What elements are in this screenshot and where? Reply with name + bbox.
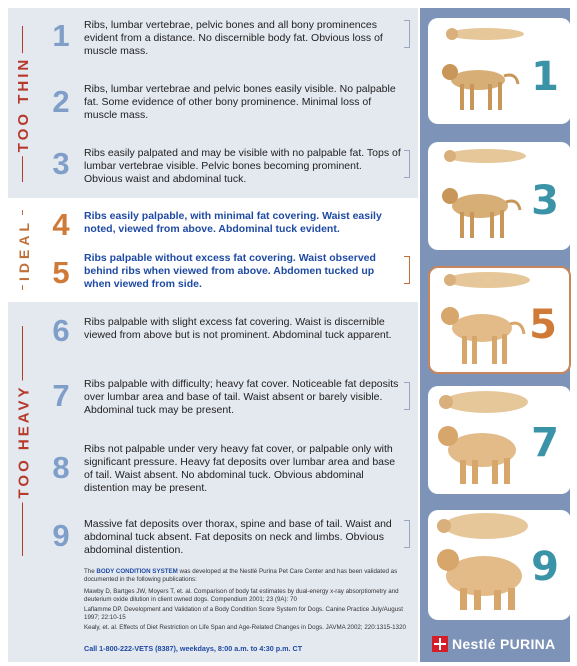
card-score-number: 1: [531, 54, 559, 100]
card-score-number: 3: [531, 178, 559, 224]
score-number: 8: [52, 450, 70, 485]
row-bracket: [404, 20, 410, 48]
card-score-number: 9: [531, 544, 559, 590]
score-number: 5: [52, 255, 70, 290]
footer-ref-1: Mawby D, Bartges JW, Moyers T, et. al. Comparison of body fat estimates by dual-energy x-ray absorptiometry and deuterium oxide dilution in client owned dogs. Compendium 2001; 23 (9A): 70: [84, 588, 399, 603]
score-number: 7: [52, 378, 70, 413]
category-ideal: IDEAL: [14, 210, 34, 290]
dog-card-9: [428, 510, 571, 620]
card-score-number: 7: [531, 420, 559, 466]
footer-ref-2: Laflamme DP. Development and Validation of a Body Condition Score System for Dogs. Canine Practice July/August 1997; 22:10-15: [84, 606, 403, 621]
nestle-purina-logo: [432, 636, 555, 652]
score-number: 3: [52, 146, 70, 181]
score-description: Ribs, lumbar vertebrae and pelvic bones easily visible. No palpable fat. Some evidence of other bony prominence. Minimal loss of muscle mass.: [84, 83, 396, 121]
score-description: Ribs palpable with slight excess fat covering. Waist is discernible viewed from above but is not prominent. Abdominal tuck apparent.: [84, 316, 392, 341]
phone-line: Call 1-800-222-VETS (8387), weekdays, 8:00 a.m. to 4:30 p.m. CT: [84, 644, 303, 653]
dog-card-7: [428, 386, 571, 494]
category-too-thin: TOO THIN: [14, 26, 34, 182]
score-description: Ribs easily palpable, with minimal fat covering. Waist easily noted, viewed from above. Abdominal tuck evident.: [84, 210, 382, 235]
card-score-number: 5: [529, 302, 557, 348]
footer-intro: The BODY CONDITION SYSTEM was developed at the Nestlé Purina Pet Care Center and has been validated as documented in the following publications:: [84, 568, 398, 583]
footer-ref-3: Kealy, et. al. Effects of Diet Restriction on Life Span and Age-Related Changes in Dogs. JAVMA 2002; 220:1315-1320: [84, 624, 406, 631]
score-description: Ribs not palpable under very heavy fat cover, or palpable only with significant pressure. Heavy fat deposits over lumbar area and base of tail. Waist absent. No abdominal tuck. Obvious abdominal distention may be present.: [84, 443, 396, 494]
score-number: 6: [52, 313, 70, 348]
row-bracket: [404, 256, 410, 284]
row-bracket: [404, 382, 410, 410]
score-number: 9: [52, 518, 70, 553]
dog-card-5: [428, 266, 571, 374]
score-number: 1: [52, 18, 70, 53]
score-description: Ribs, lumbar vertebrae, pelvic bones and all bony prominences evident from a distance. No discernible body fat. Obvious loss of muscle mass.: [84, 19, 383, 57]
score-description: Ribs easily palpated and may be visible with no palpable fat. Tops of lumbar vertebrae visible. Pelvic bones becoming prominent. Obvious waist and abdominal tuck.: [84, 147, 401, 185]
category-too-heavy: TOO HEAVY: [14, 326, 34, 556]
purina-checkerboard-icon: [432, 636, 448, 652]
score-description: Massive fat deposits over thorax, spine and base of tail. Waist and abdominal tuck absent. Fat deposits on neck and limbs. Obvious abdominal distention.: [84, 518, 392, 556]
row-bracket: [404, 520, 410, 548]
score-description: Ribs palpable with difficulty; heavy fat cover. Noticeable fat deposits over lumbar area and base of tail. Waist absent or barely visible. Abdominal tuck may be present.: [84, 378, 399, 416]
row-bracket: [404, 150, 410, 178]
score-description: Ribs palpable without excess fat covering. Waist observed behind ribs when viewed from above. Abdomen tucked up when viewed from side.: [84, 252, 376, 290]
logo-text: Nestlé PURINA: [452, 636, 556, 652]
dog-card-3: [428, 142, 571, 250]
score-number: 2: [52, 84, 70, 119]
dog-card-1: [428, 18, 571, 124]
score-number: 4: [52, 207, 70, 242]
